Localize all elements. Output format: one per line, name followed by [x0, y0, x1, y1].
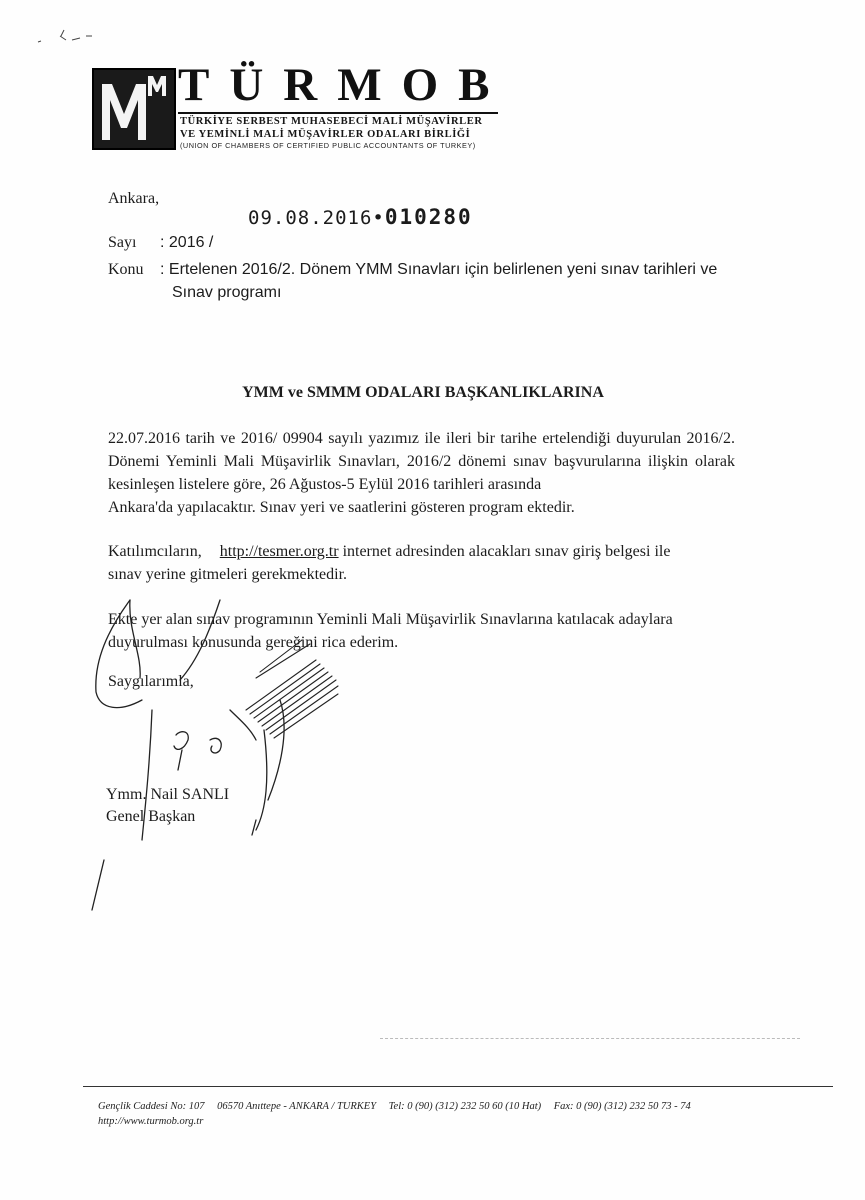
tesmer-link[interactable]: http://tesmer.org.tr — [219, 543, 339, 560]
footer-fax: Fax: 0 (90) (312) 232 50 73 - 74 — [553, 1101, 691, 1112]
footer-website[interactable]: http://www.turmob.org.tr — [98, 1116, 204, 1127]
document-number-stamp — [248, 205, 473, 229]
konu-value-continued: Sınav programı — [172, 284, 282, 301]
organization-english-name: (UNION OF CHAMBERS OF CERTIFIED PUBLIC ACCOUNTANTS OF TURKEY) — [180, 141, 476, 150]
stamp-separator: • — [372, 207, 385, 229]
letterhead-rule — [178, 112, 498, 114]
konu-label: Konu — [108, 261, 144, 278]
paragraph-2-last-line: sınav yerine gitmeleri gerekmektedir. — [108, 566, 348, 583]
handwritten-signature — [80, 560, 380, 920]
paragraph-1 — [108, 427, 735, 519]
recipient-heading: YMM ve SMMM ODALARI BAŞKANLIKLARINA — [242, 384, 604, 401]
paragraph-3-text: Ekte yer alan sınav programının Yeminli Mali Müşavirlik Sınavlarına katılacak adaylara — [108, 611, 673, 628]
organization-fullname-line1: TÜRKİYE SERBEST MUHASEBECİ MALİ MÜŞAVİRLER — [180, 116, 483, 127]
organization-fullname-line2: VE YEMİNLİ MALİ MÜŞAVİRLER ODALARI BİRLİĞİ — [180, 129, 471, 140]
sayi-value: : 2016 / — [160, 234, 214, 251]
sayi-label: Sayı — [108, 234, 137, 251]
city-date-line: Ankara, — [108, 190, 160, 207]
paragraph-1-last-line: Ankara'da yapılacaktır. Sınav yeri ve saatlerini gösteren program ektedir. — [108, 499, 575, 516]
organization-name: TÜRMOB — [178, 59, 510, 111]
turmob-logo — [92, 68, 176, 150]
footer-contact-line — [98, 1101, 701, 1112]
footer-address: Gençlik Caddesi No: 107 — [98, 1101, 205, 1112]
signer-name: Ymm. Nail SANLI — [106, 786, 230, 803]
paragraph-1-text: 22.07.2016 tarih ve 2016/ 09904 sayılı yazımız ile ileri bir tarihe ertelendiği duyurulan 2016/2. Dönemi Yeminli Mali Müşavirlik Sınavları, 2016/2 dönemi sınav başvurularına ilişkin olarak kesinleşen listelere göre, 26 Ağustos-5 Eylül 2016 tarihleri arasında — [108, 430, 735, 493]
paragraph-2-lead: Katılımcıların, — [108, 543, 202, 560]
footer-postal: 06570 Anıttepe - ANKARA / TURKEY — [217, 1101, 377, 1112]
paragraph-3-last-line: duyurulması konusunda gereğini rica ederim. — [108, 634, 399, 651]
konu-value: : Ertelenen 2016/2. Dönem YMM Sınavları için belirlenen yeni sınav tarihleri ve — [160, 261, 718, 278]
stamp-date: 09.08.2016 — [248, 207, 373, 229]
closing-salutation: Saygılarımla, — [108, 673, 194, 690]
footer-dashed-line — [380, 1038, 800, 1039]
paragraph-2-rest: internet adresinden alacakları sınav giriş belgesi ile — [342, 543, 671, 560]
signer-title: Genel Başkan — [106, 808, 196, 825]
footer-rule — [83, 1086, 833, 1087]
stamp-number: 010280 — [384, 205, 473, 229]
footer-tel: Tel: 0 (90) (312) 232 50 60 (10 Hat) — [388, 1101, 542, 1112]
